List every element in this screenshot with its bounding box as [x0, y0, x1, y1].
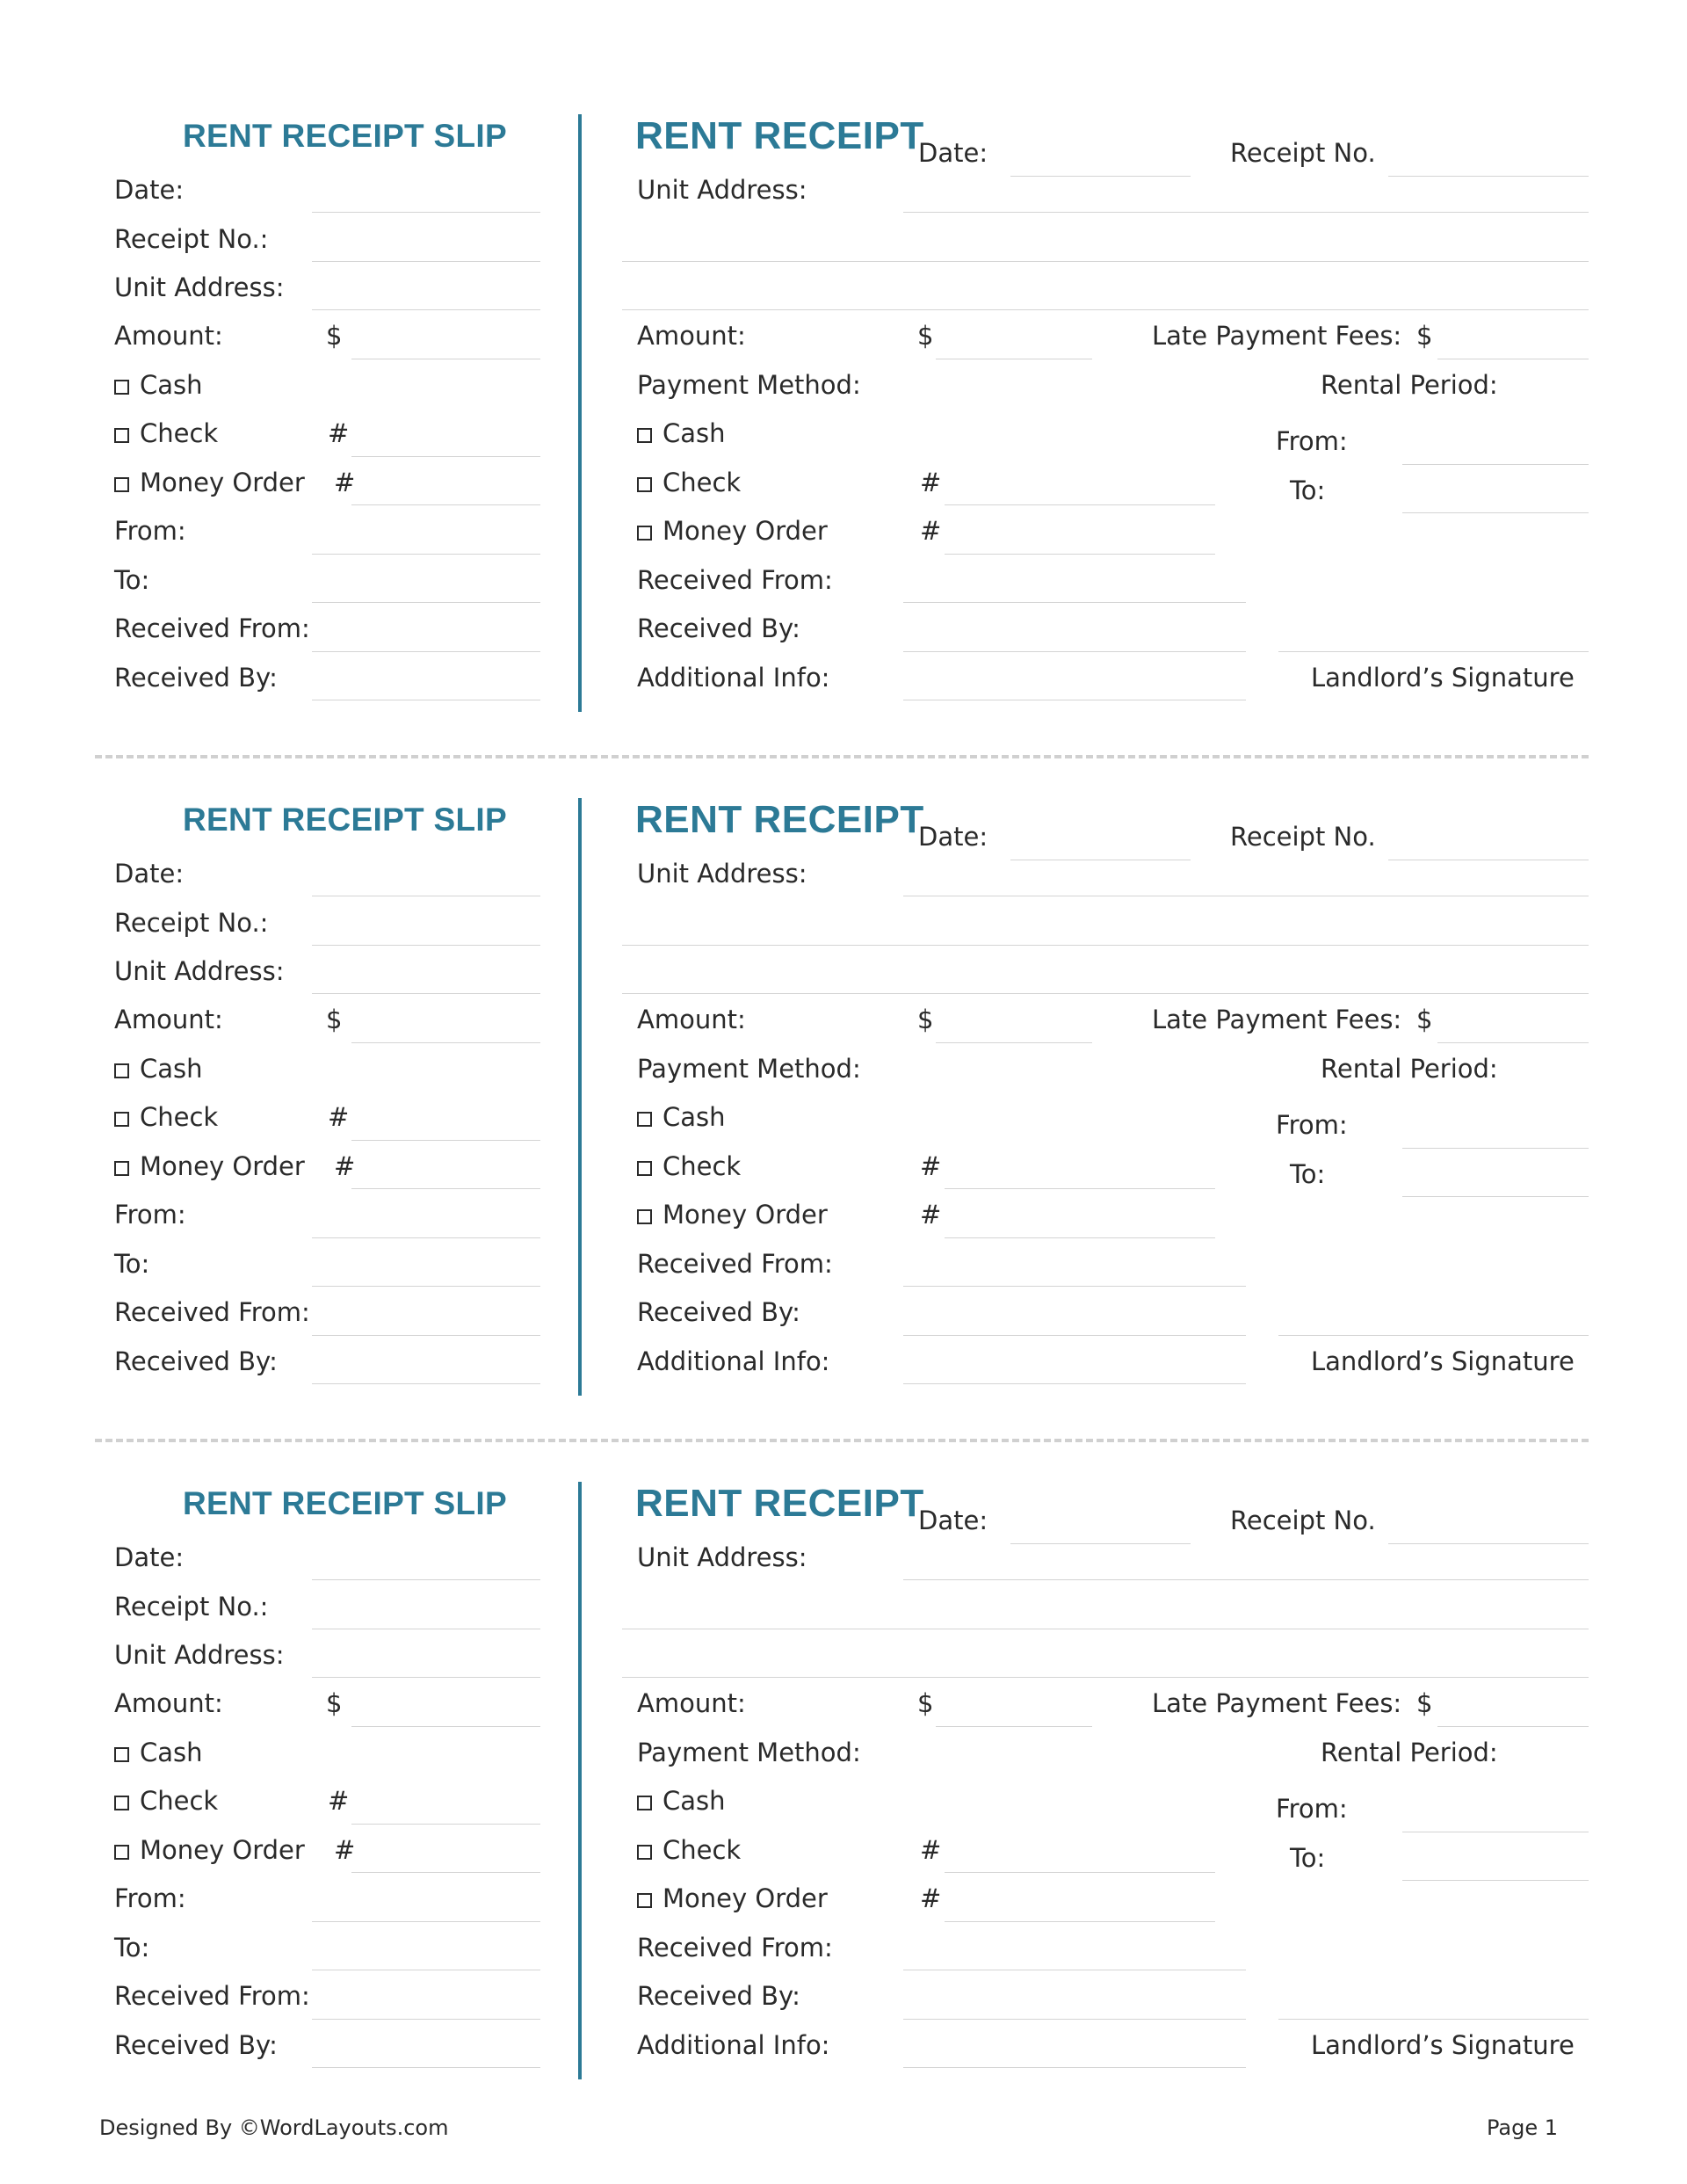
slip-check-option[interactable] [114, 1102, 219, 1132]
slip-date-label: Date: [114, 175, 185, 205]
slip-title: RENT RECEIPT SLIP [183, 118, 507, 154]
receipt-unit-address-label: Unit Address: [637, 1542, 807, 1572]
checkbox-icon[interactable] [637, 1796, 652, 1810]
checkbox-icon[interactable] [114, 1796, 129, 1810]
rental-to-label: To: [1290, 1843, 1326, 1873]
receipt-received-from-label: Received From: [637, 1933, 833, 1963]
slip-check-option[interactable] [114, 1786, 219, 1816]
slip-check-label: Check [140, 418, 219, 448]
rental-to-field[interactable] [1402, 512, 1589, 513]
slip-to-label: To: [114, 1249, 150, 1279]
slip-check-number-field[interactable] [351, 1140, 540, 1141]
slip-cash-option[interactable] [114, 370, 203, 400]
receipt-amount-label: Amount: [637, 321, 746, 351]
receipt-check-hash: # [920, 1151, 942, 1181]
receipt-cash-label: Cash [662, 1102, 726, 1132]
slip-to-label: To: [114, 1933, 150, 1963]
slip-received-from-label: Received From: [114, 1297, 310, 1327]
slip-from-field[interactable] [312, 1237, 540, 1238]
vertical-divider [578, 798, 582, 1396]
receipt-date-field[interactable] [1010, 1543, 1191, 1544]
rental-from-field[interactable] [1402, 1148, 1589, 1149]
checkbox-icon[interactable] [637, 1893, 652, 1908]
slip-money-order-number-field[interactable] [351, 504, 540, 505]
receipt-money-order-hash: # [920, 516, 942, 546]
receipt-check-hash: # [920, 1835, 942, 1865]
slip-unit-address-field[interactable] [312, 309, 540, 310]
slip-receipt-no-label: Receipt No.: [114, 224, 269, 254]
slip-received-by-label: Received By: [114, 2030, 278, 2060]
slip-receipt-no-label: Receipt No.: [114, 908, 269, 938]
slip-received-from-field[interactable] [312, 1335, 540, 1336]
slip-money-order-number-field[interactable] [351, 1872, 540, 1873]
receipt-check-hash: # [920, 468, 942, 497]
receipt-check-option[interactable] [637, 470, 741, 496]
receipt-money-order-option[interactable] [637, 1883, 828, 1913]
slip-amount-field[interactable] [351, 1042, 540, 1043]
receipt-title: RENT RECEIPT [635, 798, 924, 841]
receipt-amount-field[interactable] [936, 1042, 1092, 1043]
slip-unit-address-label: Unit Address: [114, 272, 285, 302]
receipt-dollar-sign: $ [917, 1005, 934, 1034]
slip-received-by-label: Received By: [114, 663, 278, 693]
slip-from-field[interactable] [312, 1921, 540, 1922]
slip-amount-label: Amount: [114, 1688, 223, 1718]
additional-info-label: Additional Info: [637, 663, 830, 693]
receipt-cash-label: Cash [662, 1786, 726, 1816]
slip-check-hash: # [328, 418, 350, 448]
slip-amount-label: Amount: [114, 1005, 223, 1034]
receipt-cash-option[interactable] [637, 1786, 726, 1816]
slip-to-field[interactable] [312, 1286, 540, 1287]
slip-received-from-field[interactable] [312, 2019, 540, 2020]
receipt-money-order-hash: # [920, 1883, 942, 1913]
slip-receipt-no-field[interactable] [312, 945, 540, 946]
receipt-unit-address-label: Unit Address: [637, 859, 807, 889]
receipt-cash-option[interactable] [637, 418, 726, 448]
receipt-received-by-label: Received By: [637, 1981, 800, 2011]
late-fees-label: Late Payment Fees: [1152, 1688, 1402, 1718]
vertical-divider [578, 114, 582, 712]
late-fees-label: Late Payment Fees: [1152, 1005, 1402, 1034]
receipt-check-number-field[interactable] [945, 504, 1215, 505]
receipt-cash-label: Cash [662, 418, 726, 448]
receipt-money-order-option[interactable] [637, 1202, 828, 1228]
receipt-amount-label: Amount: [637, 1688, 746, 1718]
slip-check-label: Check [140, 1102, 219, 1132]
slip-money-order-number-field[interactable] [351, 1188, 540, 1189]
slip-received-from-field[interactable] [312, 651, 540, 652]
checkbox-icon[interactable] [114, 1063, 129, 1078]
slip-cash-label: Cash [140, 370, 203, 400]
late-fees-field[interactable] [1437, 1042, 1589, 1043]
receipt-no-label: Receipt No. [1230, 822, 1376, 852]
slip-to-label: To: [114, 565, 150, 595]
rental-period-label: Rental Period: [1321, 1738, 1498, 1767]
receipt-date-label: Date: [918, 1506, 988, 1535]
receipt-received-by-label: Received By: [637, 1297, 800, 1327]
receipt-check-label: Check [662, 1835, 742, 1865]
receipt-unit-address-field-2[interactable] [622, 945, 1589, 946]
late-fees-dollar-sign: $ [1416, 1688, 1433, 1718]
rental-from-field[interactable] [1402, 464, 1589, 465]
designed-by-credit: Designed By ©WordLayouts.com [99, 2115, 449, 2140]
checkbox-icon[interactable] [637, 1112, 652, 1127]
receipt-no-label: Receipt No. [1230, 1506, 1376, 1535]
slip-from-field[interactable] [312, 554, 540, 555]
additional-info-field[interactable] [903, 1383, 1246, 1384]
checkbox-icon[interactable] [114, 1112, 129, 1127]
landlord-signature-label: Landlord’s Signature [1311, 1346, 1575, 1376]
slip-check-label: Check [140, 1786, 219, 1816]
additional-info-field[interactable] [903, 2067, 1246, 2068]
receipt-check-number-field[interactable] [945, 1872, 1215, 1873]
receipt-title: RENT RECEIPT [635, 114, 924, 157]
slip-cash-option[interactable] [114, 1740, 203, 1766]
slip-unit-address-label: Unit Address: [114, 956, 285, 986]
receipt-check-number-field[interactable] [945, 1188, 1215, 1189]
payment-method-label: Payment Method: [637, 1054, 861, 1084]
receipt-check-option[interactable] [637, 1835, 742, 1865]
slip-received-from-label: Received From: [114, 613, 310, 643]
signature-line[interactable] [1278, 1335, 1589, 1336]
slip-received-by-label: Received By: [114, 1346, 278, 1376]
slip-received-by-field[interactable] [312, 1383, 540, 1384]
slip-unit-address-label: Unit Address: [114, 1640, 285, 1670]
receipt-check-label: Check [662, 468, 742, 497]
receipt-block [0, 798, 1687, 1498]
slip-to-field[interactable] [312, 602, 540, 603]
receipt-unit-address-field-3[interactable] [622, 993, 1589, 994]
slip-check-number-field[interactable] [351, 456, 540, 457]
slip-dollar-sign: $ [326, 321, 343, 351]
receipt-money-order-number-field[interactable] [945, 1237, 1215, 1238]
slip-date-field[interactable] [312, 212, 540, 213]
checkbox-icon[interactable] [637, 1209, 652, 1224]
slip-amount-label: Amount: [114, 321, 223, 351]
receipt-money-order-option[interactable] [637, 516, 828, 546]
slip-check-hash: # [328, 1102, 350, 1132]
receipt-date-label: Date: [918, 138, 988, 168]
slip-title: RENT RECEIPT SLIP [183, 802, 507, 838]
slip-date-label: Date: [114, 859, 185, 889]
late-fees-dollar-sign: $ [1416, 321, 1433, 351]
receipt-money-order-label: Money Order [662, 1200, 828, 1230]
slip-from-label: From: [114, 1883, 186, 1913]
receipt-dollar-sign: $ [917, 1688, 934, 1718]
checkbox-icon[interactable] [114, 380, 129, 395]
receipt-block [0, 1482, 1687, 2181]
receipt-title: RENT RECEIPT [635, 1482, 924, 1525]
slip-receipt-no-field[interactable] [312, 261, 540, 262]
receipt-unit-address-field-3[interactable] [622, 309, 1589, 310]
checkbox-icon[interactable] [114, 1747, 129, 1762]
checkbox-icon[interactable] [637, 526, 652, 541]
slip-receipt-no-label: Receipt No.: [114, 1592, 269, 1622]
slip-amount-field[interactable] [351, 1726, 540, 1727]
receipt-received-by-field[interactable] [903, 651, 1246, 652]
slip-dollar-sign: $ [326, 1688, 343, 1718]
slip-cash-option[interactable] [114, 1056, 203, 1082]
slip-check-hash: # [328, 1786, 350, 1816]
receipt-received-from-field[interactable] [903, 602, 1246, 603]
receipt-block [0, 114, 1687, 814]
receipt-unit-address-field-3[interactable] [622, 1677, 1589, 1678]
receipt-received-from-field[interactable] [903, 1286, 1246, 1287]
checkbox-icon[interactable] [637, 1845, 652, 1860]
slip-unit-address-field[interactable] [312, 993, 540, 994]
slip-money-order-hash: # [334, 1151, 356, 1181]
rental-to-field[interactable] [1402, 1196, 1589, 1197]
checkbox-icon[interactable] [637, 1161, 652, 1176]
receipt-money-order-number-field[interactable] [945, 1921, 1215, 1922]
rental-period-label: Rental Period: [1321, 370, 1498, 400]
slip-check-option[interactable] [114, 418, 219, 448]
receipt-received-by-field[interactable] [903, 1335, 1246, 1336]
receipt-dollar-sign: $ [917, 321, 934, 351]
receipt-check-label: Check [662, 1151, 742, 1181]
rental-to-label: To: [1290, 475, 1326, 505]
receipt-no-field[interactable] [1388, 176, 1589, 177]
checkbox-icon[interactable] [114, 428, 129, 443]
slip-check-number-field[interactable] [351, 1824, 540, 1825]
additional-info-label: Additional Info: [637, 2030, 830, 2060]
checkbox-icon[interactable] [114, 1845, 129, 1860]
receipt-no-field[interactable] [1388, 1543, 1589, 1544]
receipt-date-field[interactable] [1010, 176, 1191, 177]
slip-money-order-option[interactable] [114, 1151, 305, 1181]
receipt-received-by-field[interactable] [903, 2019, 1246, 2020]
slip-from-label: From: [114, 516, 186, 546]
slip-cash-label: Cash [140, 1738, 203, 1767]
slip-title: RENT RECEIPT SLIP [183, 1485, 507, 1521]
receipt-received-from-label: Received From: [637, 565, 833, 595]
receipt-amount-field[interactable] [936, 1726, 1092, 1727]
rental-to-label: To: [1290, 1159, 1326, 1189]
late-fees-label: Late Payment Fees: [1152, 321, 1402, 351]
checkbox-icon[interactable] [637, 428, 652, 443]
rental-period-label: Rental Period: [1321, 1054, 1498, 1084]
landlord-signature-label: Landlord’s Signature [1311, 663, 1575, 693]
slip-money-order-label: Money Order [140, 468, 305, 497]
slip-money-order-hash: # [334, 1835, 356, 1865]
rental-from-label: From: [1276, 1110, 1348, 1140]
receipt-date-label: Date: [918, 822, 988, 852]
slip-money-order-option[interactable] [114, 1835, 305, 1865]
receipt-check-option[interactable] [637, 1151, 742, 1181]
slip-received-by-field[interactable] [312, 2067, 540, 2068]
late-fees-field[interactable] [1437, 1726, 1589, 1727]
signature-line[interactable] [1278, 651, 1589, 652]
slip-received-from-label: Received From: [114, 1981, 310, 2011]
receipt-money-order-hash: # [920, 1200, 942, 1230]
receipt-received-by-label: Received By: [637, 613, 800, 643]
signature-line[interactable] [1278, 2019, 1589, 2020]
slip-money-order-hash: # [334, 468, 356, 497]
receipt-unit-address-field-2[interactable] [622, 261, 1589, 262]
vertical-divider [578, 1482, 582, 2079]
receipt-cash-option[interactable] [637, 1102, 726, 1132]
receipt-unit-address-field-1[interactable] [903, 212, 1589, 213]
receipt-unit-address-field-1[interactable] [903, 1579, 1589, 1580]
slip-dollar-sign: $ [326, 1005, 343, 1034]
landlord-signature-label: Landlord’s Signature [1311, 2030, 1575, 2060]
slip-money-order-option[interactable] [114, 470, 305, 496]
receipt-money-order-number-field[interactable] [945, 554, 1215, 555]
payment-method-label: Payment Method: [637, 1738, 861, 1767]
rental-from-label: From: [1276, 1794, 1348, 1824]
slip-from-label: From: [114, 1200, 186, 1230]
receipt-money-order-label: Money Order [662, 1883, 828, 1913]
slip-date-label: Date: [114, 1542, 185, 1572]
slip-date-field[interactable] [312, 1579, 540, 1580]
late-fees-dollar-sign: $ [1416, 1005, 1433, 1034]
slip-money-order-label: Money Order [140, 1151, 305, 1181]
checkbox-icon[interactable] [114, 477, 129, 492]
payment-method-label: Payment Method: [637, 370, 861, 400]
receipt-no-label: Receipt No. [1230, 138, 1376, 168]
checkbox-icon[interactable] [637, 477, 652, 492]
rental-to-field[interactable] [1402, 1880, 1589, 1881]
checkbox-icon[interactable] [114, 1161, 129, 1176]
slip-unit-address-field[interactable] [312, 1677, 540, 1678]
slip-money-order-label: Money Order [140, 1835, 305, 1865]
receipt-unit-address-label: Unit Address: [637, 175, 807, 205]
receipt-amount-label: Amount: [637, 1005, 746, 1034]
receipt-received-from-label: Received From: [637, 1249, 833, 1279]
additional-info-label: Additional Info: [637, 1346, 830, 1376]
cut-line [95, 1439, 1589, 1442]
slip-cash-label: Cash [140, 1054, 203, 1084]
rental-from-label: From: [1276, 426, 1348, 456]
receipt-money-order-label: Money Order [662, 516, 828, 546]
page-number: Page 1 [1487, 2115, 1558, 2140]
cut-line [95, 755, 1589, 758]
